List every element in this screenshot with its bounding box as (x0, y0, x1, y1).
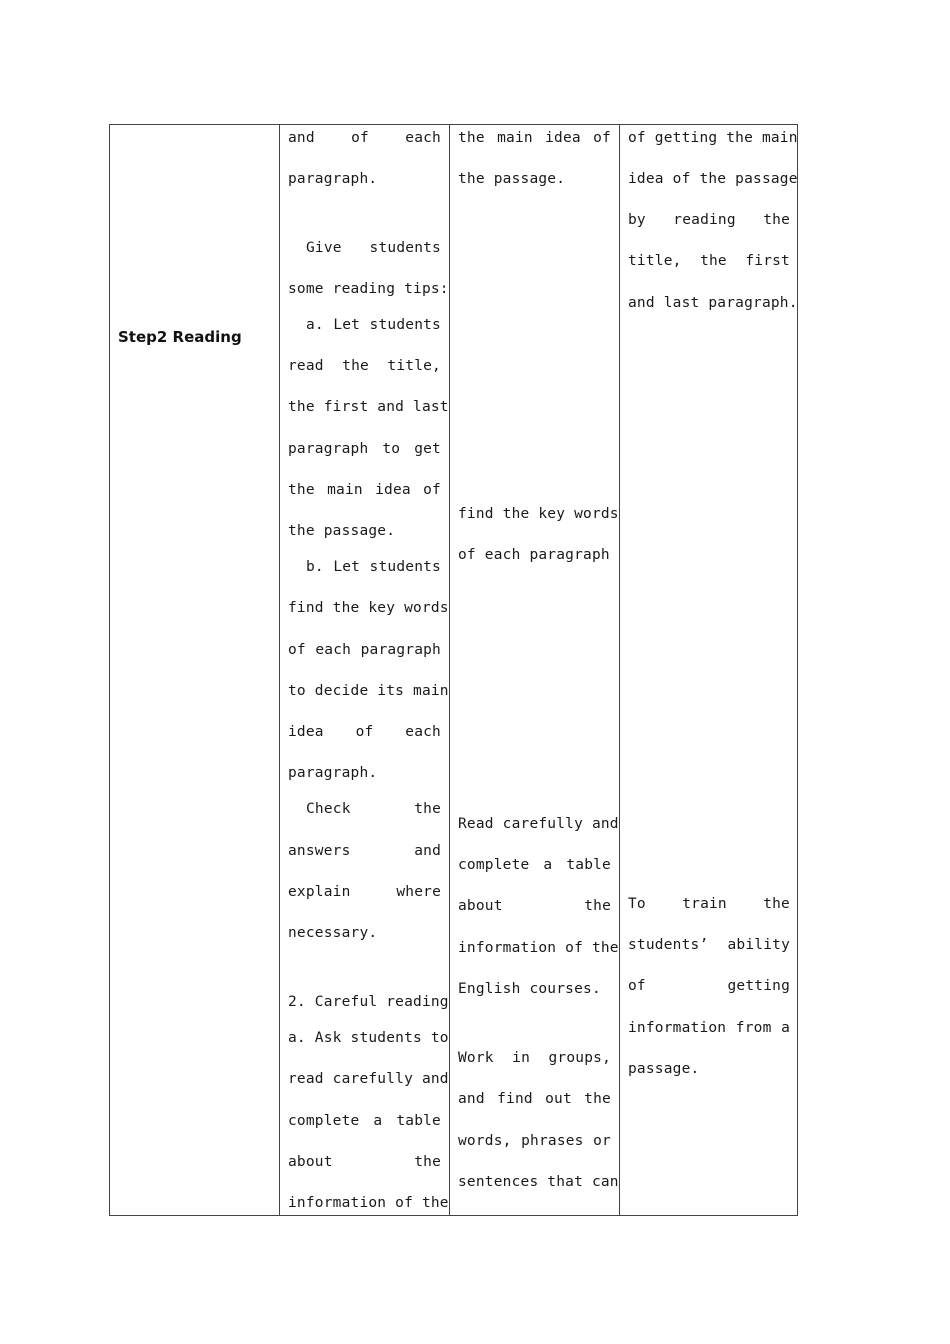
text-line: information of the (458, 940, 619, 956)
text-line: explain where (288, 884, 441, 900)
text-line: a. Let students (306, 317, 441, 333)
text-line: Work in groups, (458, 1050, 611, 1066)
text-line: To train the (628, 896, 790, 912)
text-line: paragraph. (288, 765, 378, 781)
text-line: answers and (288, 843, 441, 859)
text-line: and of each (288, 130, 441, 146)
text-line: the first and last (288, 399, 449, 415)
step-label: Step2 Reading (118, 328, 242, 346)
text-line: title, the first (628, 253, 790, 269)
text-line: a. Ask students to (288, 1030, 449, 1046)
text-line: sentences that can (458, 1174, 619, 1190)
text-line: about the (458, 898, 611, 914)
text-line: the main idea of (288, 482, 441, 498)
text-line: English courses. (458, 981, 601, 997)
text-line: passage. (628, 1061, 700, 1077)
text-line: about the (288, 1154, 441, 1170)
text-line: of getting (628, 978, 790, 994)
text-line: Check the (306, 801, 441, 817)
student-activity-cell (458, 125, 619, 1215)
column-divider (449, 125, 450, 1215)
step-cell (110, 125, 279, 1215)
text-line: Read carefully and (458, 816, 619, 832)
text-line: paragraph to get (288, 441, 441, 457)
text-line: by reading the (628, 212, 790, 228)
text-line: of getting the main (628, 130, 798, 146)
text-line: b. Let students (306, 559, 441, 575)
text-line: students’ ability (628, 937, 790, 953)
text-line: complete a table (288, 1113, 441, 1129)
text-line: some reading tips: (288, 281, 449, 297)
text-line: Give students (306, 240, 441, 256)
text-line: information from a (628, 1020, 790, 1036)
text-line: words, phrases or (458, 1133, 611, 1149)
text-line: paragraph. (288, 171, 378, 187)
text-line: of each paragraph (458, 547, 610, 563)
text-line: idea of the passage (628, 171, 798, 187)
text-line: and last paragraph. (628, 295, 798, 311)
text-line: complete a table (458, 857, 611, 873)
text-line: of each paragraph (288, 642, 441, 658)
text-line: find the key words (288, 600, 449, 616)
lesson-plan-table (109, 124, 798, 1216)
text-line: and find out the (458, 1091, 611, 1107)
text-line: the main idea of (458, 130, 611, 146)
text-line: read carefully and (288, 1071, 449, 1087)
text-line: read the title, (288, 358, 441, 374)
purpose-cell (628, 125, 798, 1215)
text-line: the passage. (288, 523, 396, 539)
text-line: idea of each (288, 724, 441, 740)
column-divider (279, 125, 280, 1215)
column-divider (619, 125, 620, 1215)
text-line: information of the (288, 1195, 449, 1211)
text-line: necessary. (288, 925, 378, 941)
text-line: find the key words (458, 506, 619, 522)
text-line: 2. Careful reading (288, 994, 449, 1010)
text-line: to decide its main (288, 683, 449, 699)
teacher-activity-cell (288, 125, 449, 1215)
text-line: the passage. (458, 171, 566, 187)
